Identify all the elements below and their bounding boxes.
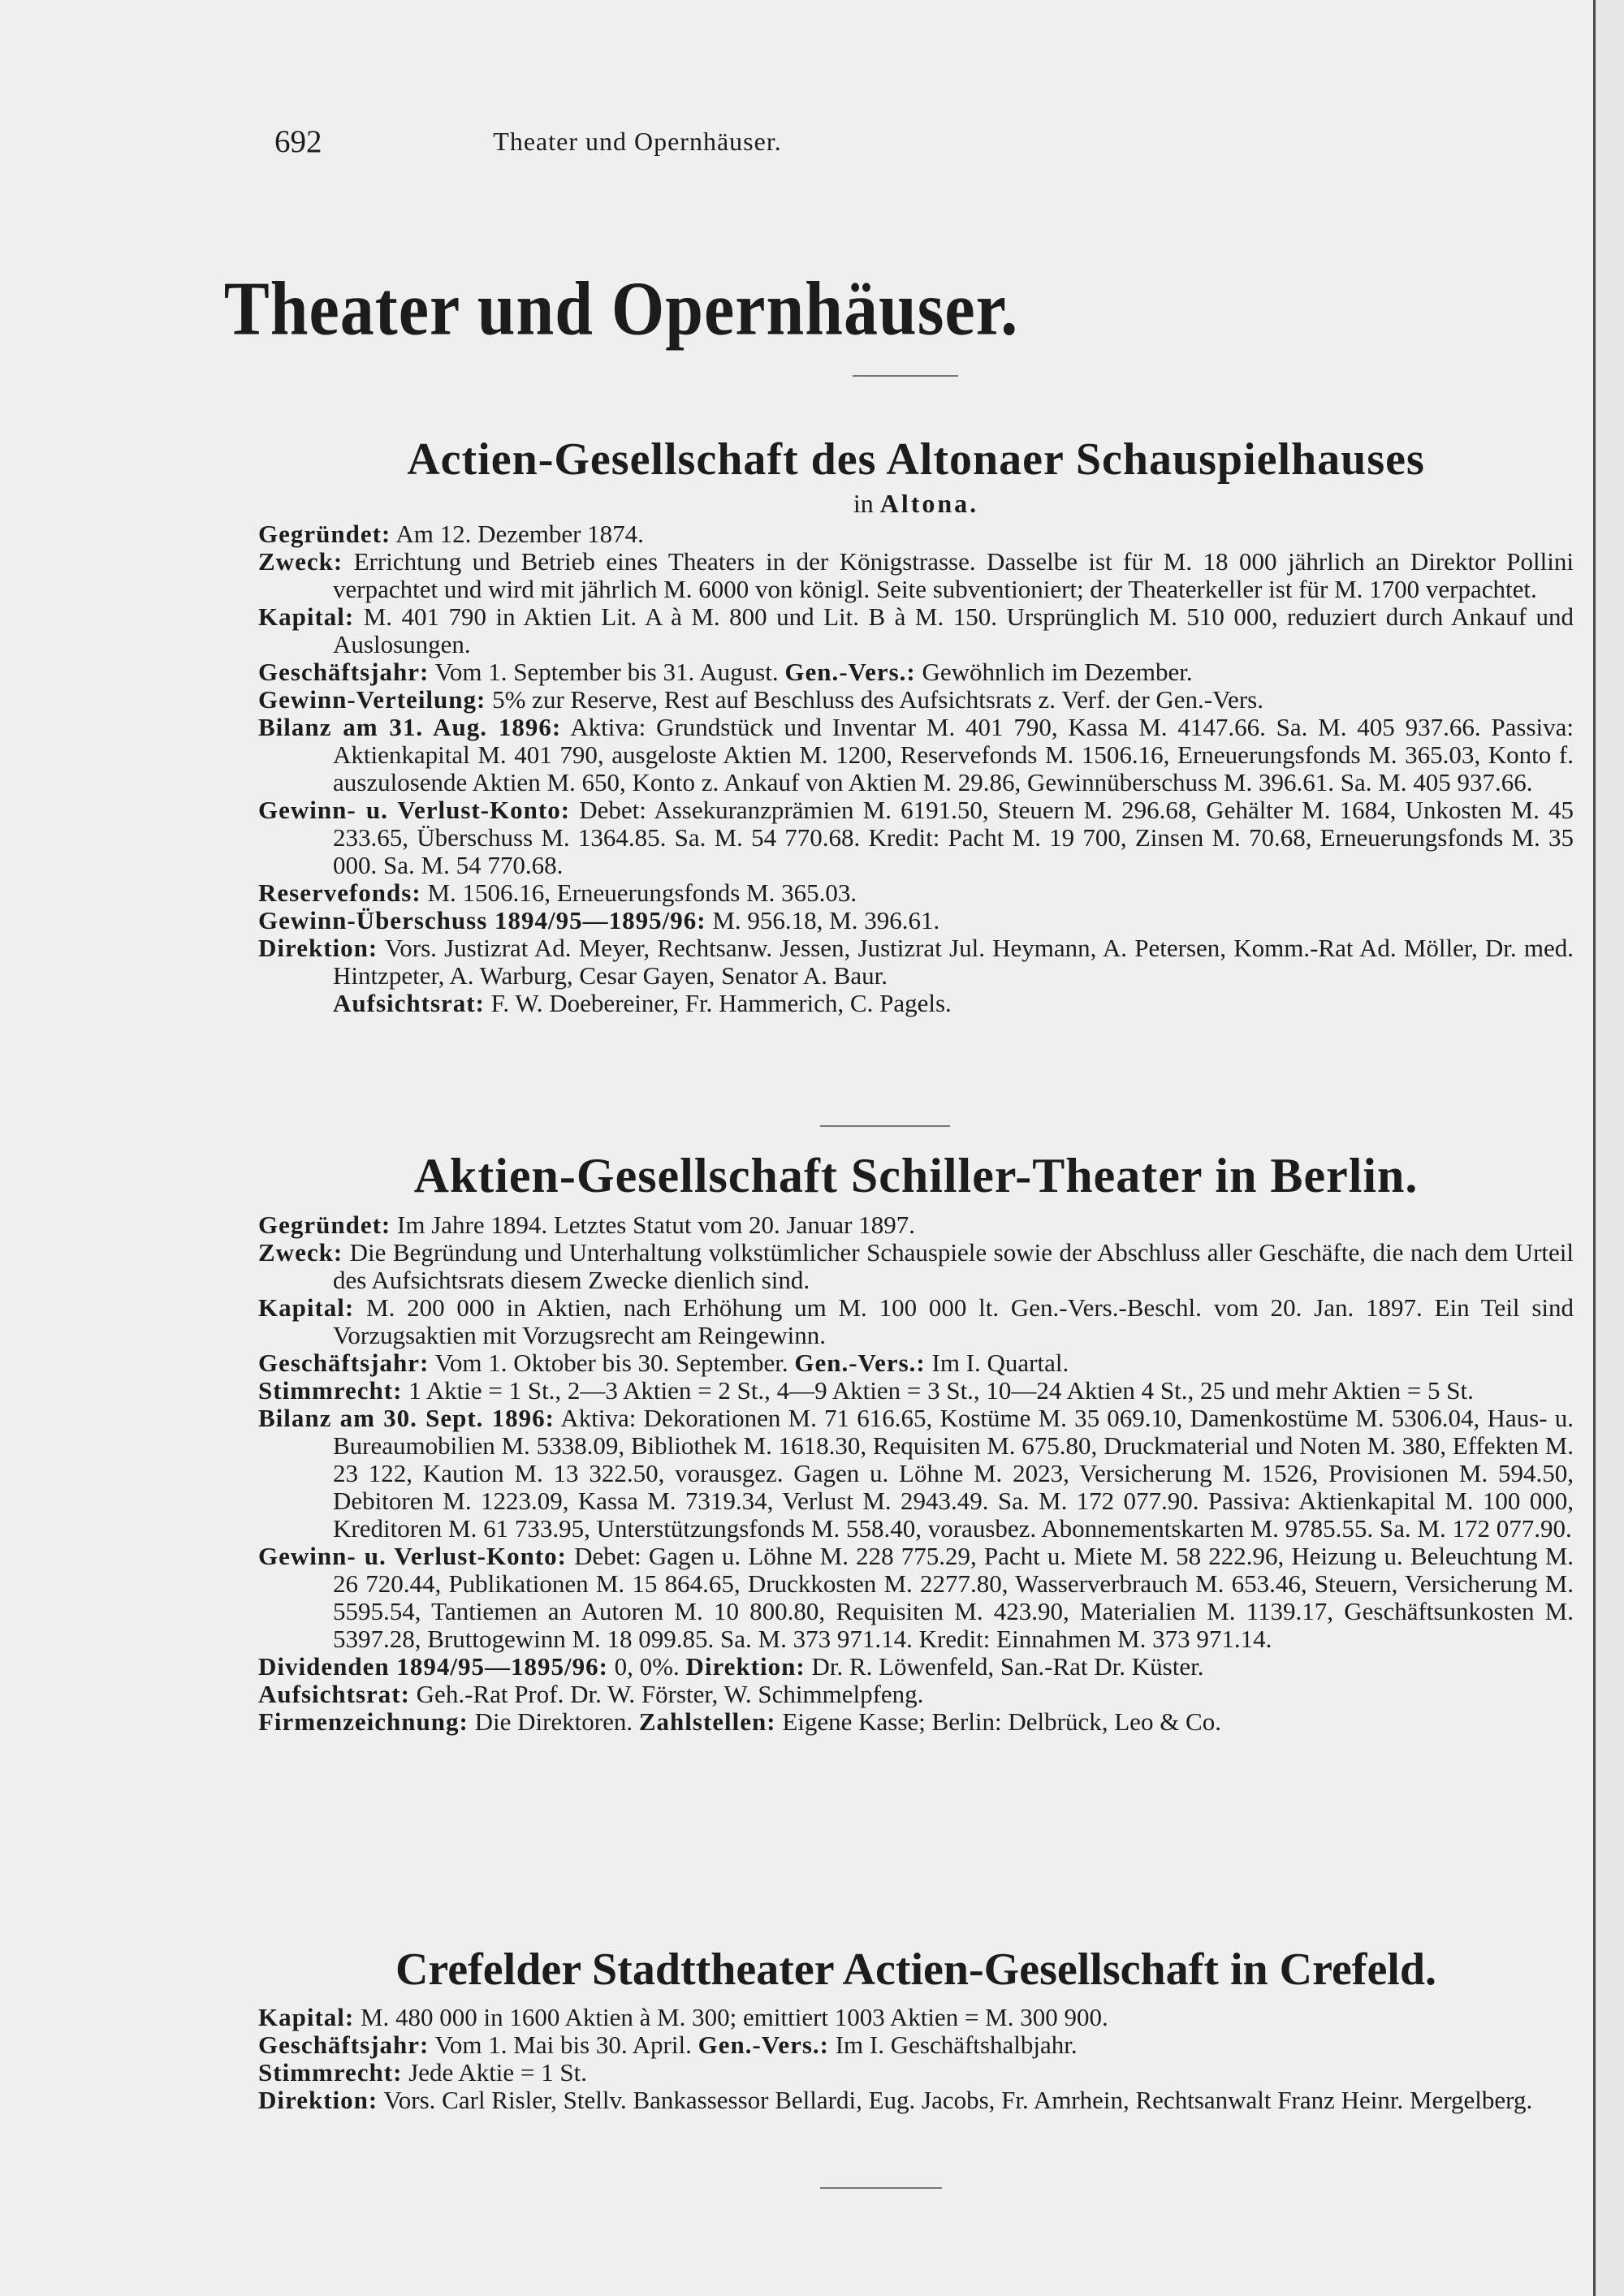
company-title: Actien-Gesellschaft des Altonaer Schauspielhauses xyxy=(407,434,1425,485)
subtitle-place: Altona. xyxy=(879,489,979,518)
entry-text: Jede Aktie = 1 St. xyxy=(408,2058,588,2087)
company-crefelder-stadttheater xyxy=(258,1944,1574,2114)
entry-label: Gewinn- u. Verlust-Konto: xyxy=(258,1542,567,1570)
entry-text: M. 200 000 in Aktien, nach Erhöhung um M. 100 000 lt. Gen.-Vers.-Beschl. vom 20. Jan. 1897. Ein Teil sind Vorzugsaktien mit Vorzugsrecht am Reingewinn. xyxy=(333,1293,1574,1349)
entry-label: Geschäftsjahr: xyxy=(258,1349,430,1377)
divider-rule xyxy=(853,375,958,377)
entry-text: M. 1506.16, Erneuerungsfonds M. 365.03. xyxy=(427,878,857,907)
entry-label: Direktion: xyxy=(258,934,378,962)
entry-label: Bilanz am 30. Sept. 1896: xyxy=(258,1404,555,1432)
entry-label: Geschäftsjahr: xyxy=(258,658,430,686)
entry-label: Gewinn-Verteilung: xyxy=(258,685,486,714)
entry-text-2: Eigene Kasse; Berlin: Delbrück, Leo & Co. xyxy=(782,1707,1221,1736)
entry-text: Am 12. Dezember 1874. xyxy=(395,520,644,548)
entry-text: Vors. Carl Risler, Stellv. Bankassessor Bellardi, Eug. Jacobs, Fr. Amrhein, Rechtsanwalt Franz Heinr. Mergelberg. xyxy=(383,2086,1533,2114)
running-title: Theater und Opernhäuser. xyxy=(493,127,782,156)
entry-label: Firmenzeichnung: xyxy=(258,1707,469,1736)
entry-geschaeftsjahr xyxy=(258,1349,1574,1377)
entry-aufsichtsrat xyxy=(258,1681,1574,1708)
entry-text-2: Im I. Quartal. xyxy=(931,1349,1069,1377)
entry-list xyxy=(258,2004,1574,2114)
entry-label: Geschäftsjahr: xyxy=(258,2031,430,2059)
entry-gewinn-verlust xyxy=(258,796,1574,879)
entry-text: Vom 1. Oktober bis 30. September. xyxy=(434,1349,788,1377)
entry-text-2: Dr. R. Löwenfeld, San.-Rat Dr. Küster. xyxy=(811,1652,1204,1681)
entry-label-2: Zahlstellen: xyxy=(638,1707,776,1736)
entry-kapital xyxy=(258,603,1574,658)
entry-text: 5% zur Reserve, Rest auf Beschluss des Aufsichtsrats z. Verf. der Gen.-Vers. xyxy=(492,685,1263,714)
subtitle-prefix: in xyxy=(853,489,874,518)
entry-label: Bilanz am 31. Aug. 1896: xyxy=(258,713,562,741)
divider-rule xyxy=(820,2187,942,2189)
entry-label: Aufsichtsrat: xyxy=(333,989,485,1017)
entry-text: Vors. Justizrat Ad. Meyer, Rechtsanw. Jessen, Justizrat Jul. Heymann, A. Petersen, Komm.-Rat Ad. Möller, Dr. med. Hintzpeter, A. Warburg, Cesar Gayen, Senator A. Baur. xyxy=(333,934,1574,990)
entry-direktion xyxy=(258,934,1574,990)
entry-text: Errichtung und Betrieb eines Theaters in der Königstrasse. Dasselbe ist für M. 18 000 jährlich an Direktor Pollini verpachtet und wird mit jährlich M. 6000 von königl. Seite subventioniert; der Theaterkeller ist für M. 1700 verpachtet. xyxy=(333,547,1574,603)
divider-rule xyxy=(820,1125,950,1127)
entry-text: Debet: Assekuranzprämien M. 6191.50, Steuern M. 296.68, Gehälter M. 1684, Unkosten M. 45 233.65, Überschuss M. 1364.85. Sa. M. 54 770.68. Kredit: Pacht M. 19 700, Zinsen M. 70.68, Erneuerungsfonds M. 35 000. Sa. M. 54 770.68. xyxy=(333,796,1574,879)
entry-label: Dividenden 1894/95—1895/96: xyxy=(258,1652,608,1681)
entry-text: M. 480 000 in 1600 Aktien à M. 300; emittiert 1003 Aktien = M. 300 900. xyxy=(360,2003,1108,2031)
entry-text-2: Im I. Geschäftshalbjahr. xyxy=(835,2031,1078,2059)
entry-text: Vom 1. September bis 31. August. xyxy=(434,658,779,686)
company-title: Crefelder Stadttheater Actien-Gesellschaft in Crefeld. xyxy=(395,1944,1436,1995)
company-subtitle xyxy=(258,489,1574,519)
entry-stimmrecht xyxy=(258,1377,1574,1405)
entry-firmenzeichnung xyxy=(258,1708,1574,1736)
entry-geschaeftsjahr xyxy=(258,658,1574,686)
entry-zweck xyxy=(258,548,1574,603)
entry-text: Die Begründung und Unterhaltung volkstümlicher Schauspiele sowie der Abschluss aller Geschäfte, die nach dem Urteil des Aufsichtsrats diesem Zwecke dienlich sind. xyxy=(333,1238,1574,1294)
entry-zweck xyxy=(258,1239,1574,1294)
company-altona xyxy=(258,434,1574,1017)
entry-text: 0, 0%. xyxy=(614,1652,680,1681)
main-title: Theater und Opernhäuser. xyxy=(223,266,1019,352)
entry-gegruendet xyxy=(258,520,1574,548)
entry-stimmrecht xyxy=(258,2059,1574,2087)
entry-text: Geh.-Rat Prof. Dr. W. Förster, W. Schimmelpfeng. xyxy=(416,1680,924,1708)
entry-label: Kapital: xyxy=(258,1293,355,1322)
entry-bilanz xyxy=(258,714,1574,796)
entry-label: Gegründet: xyxy=(258,520,391,548)
entry-text: 1 Aktie = 1 St., 2—3 Aktien = 2 St., 4—9 Aktien = 3 St., 10—24 Aktien 4 St., 25 und mehr Aktien = 5 St. xyxy=(408,1376,1474,1405)
entry-label: Zweck: xyxy=(258,1238,343,1267)
entry-bilanz xyxy=(258,1405,1574,1543)
entry-text: Vom 1. Mai bis 30. April. xyxy=(434,2031,692,2059)
entry-reservefonds xyxy=(258,879,1574,907)
entry-dividenden xyxy=(258,1653,1574,1681)
entry-label: Aufsichtsrat: xyxy=(258,1680,410,1708)
entry-text: Aktiva: Grundstück und Inventar M. 401 790, Kassa M. 4147.66. Sa. M. 405 937.66. Passiva: Aktienkapital M. 401 790, ausgeloste Aktien M. 1200, Reservefonds M. 1506.16, Erneuerungsfonds M. 365.03, Konto f. auszulosende Aktien M. 650, Konto z. Ankauf von Aktien M. 29.86, Gewinnüberschuss M. 396.61. Sa. M. 405 937.66. xyxy=(333,713,1574,796)
entry-label: Zweck: xyxy=(258,547,343,576)
entry-label: Kapital: xyxy=(258,602,355,631)
entry-label: Stimmrecht: xyxy=(258,2058,403,2087)
entry-aufsichtsrat xyxy=(333,990,1574,1017)
entry-text: M. 956.18, M. 396.61. xyxy=(712,906,940,934)
entry-label: Gewinn- u. Verlust-Konto: xyxy=(258,796,571,824)
entry-label: Gewinn-Überschuss 1894/95—1895/96: xyxy=(258,906,706,934)
entry-gewinn-verteilung xyxy=(258,686,1574,714)
entry-text: M. 401 790 in Aktien Lit. A à M. 800 und Lit. B à M. 150. Ursprünglich M. 510 000, reduziert durch Ankauf und Auslosungen. xyxy=(333,602,1574,658)
page-number: 692 xyxy=(274,124,322,159)
entry-text: Aktiva: Dekorationen M. 71 616.65, Kostüme M. 35 069.10, Damenkostüme M. 5306.04, Haus- u. Bureaumobilien M. 5338.09, Bibliothek M. 1618.30, Requisiten M. 675.80, Druckmaterial und Noten M. 380, Effekten M. 23 122, Kaution M. 13 322.50, vorausgez. Gagen u. Löhne M. 2023, Versicherung M. 1526, Provisionen M. 594.50, Debitoren M. 1223.09, Kassa M. 7319.34, Verlust M. 2943.49. Sa. M. 172 077.90. Passiva: Aktienkapital M. 100 000, Kreditoren M. 61 733.95, Unterstützungsfonds M. 558.40, vorausbez. Abonnementskarten M. 9785.55. Sa. M. 172 077.90. xyxy=(333,1404,1574,1543)
entry-gewinn-ueberschuss xyxy=(258,907,1574,934)
entry-label-2: Gen.-Vers.: xyxy=(784,658,916,686)
entry-list xyxy=(258,1211,1574,1736)
entry-kapital xyxy=(258,2004,1574,2031)
entry-gegruendet xyxy=(258,1211,1574,1239)
entry-label-2: Gen.-Vers.: xyxy=(698,2031,829,2059)
entry-text: Die Direktoren. xyxy=(474,1707,633,1736)
entry-direktion xyxy=(258,2087,1574,2114)
entry-gewinn-verlust xyxy=(258,1543,1574,1653)
entry-label: Gegründet: xyxy=(258,1211,391,1239)
page-edge-shadow xyxy=(1593,0,1624,2296)
company-title: Aktien-Gesellschaft Schiller-Theater in Berlin. xyxy=(413,1149,1419,1202)
entry-label: Direktion: xyxy=(258,2086,378,2114)
entry-text: Im Jahre 1894. Letztes Statut vom 20. Januar 1897. xyxy=(397,1211,915,1239)
entry-text: Debet: Gagen u. Löhne M. 228 775.29, Pacht u. Miete M. 58 222.96, Heizung u. Beleuchtung M. 26 720.44, Publikationen M. 15 864.65, Druckkosten M. 2277.80, Wasserverbrauch M. 653.46, Steuern, Versicherung M. 5595.54, Tantiemen an Autoren M. 10 800.80, Requisiten M. 423.90, Materialien M. 1139.17, Geschäftsunkosten M. 5397.28, Bruttogewinn M. 18 099.85. Sa. M. 373 971.14. Kredit: Einnahmen M. 373 971.14. xyxy=(333,1542,1574,1653)
entry-label: Reservefonds: xyxy=(258,878,421,907)
entry-label-2: Gen.-Vers.: xyxy=(794,1349,926,1377)
company-schiller-theater xyxy=(258,1151,1574,1736)
entry-label: Stimmrecht: xyxy=(258,1376,403,1405)
entry-label-2: Direktion: xyxy=(685,1652,806,1681)
entry-label: Kapital: xyxy=(258,2003,355,2031)
entry-list xyxy=(258,520,1574,1017)
entry-geschaeftsjahr xyxy=(258,2031,1574,2059)
entry-text-2: Gewöhnlich im Dezember. xyxy=(922,658,1193,686)
entry-text: F. W. Doebereiner, Fr. Hammerich, C. Pagels. xyxy=(490,989,952,1017)
entry-kapital xyxy=(258,1294,1574,1349)
